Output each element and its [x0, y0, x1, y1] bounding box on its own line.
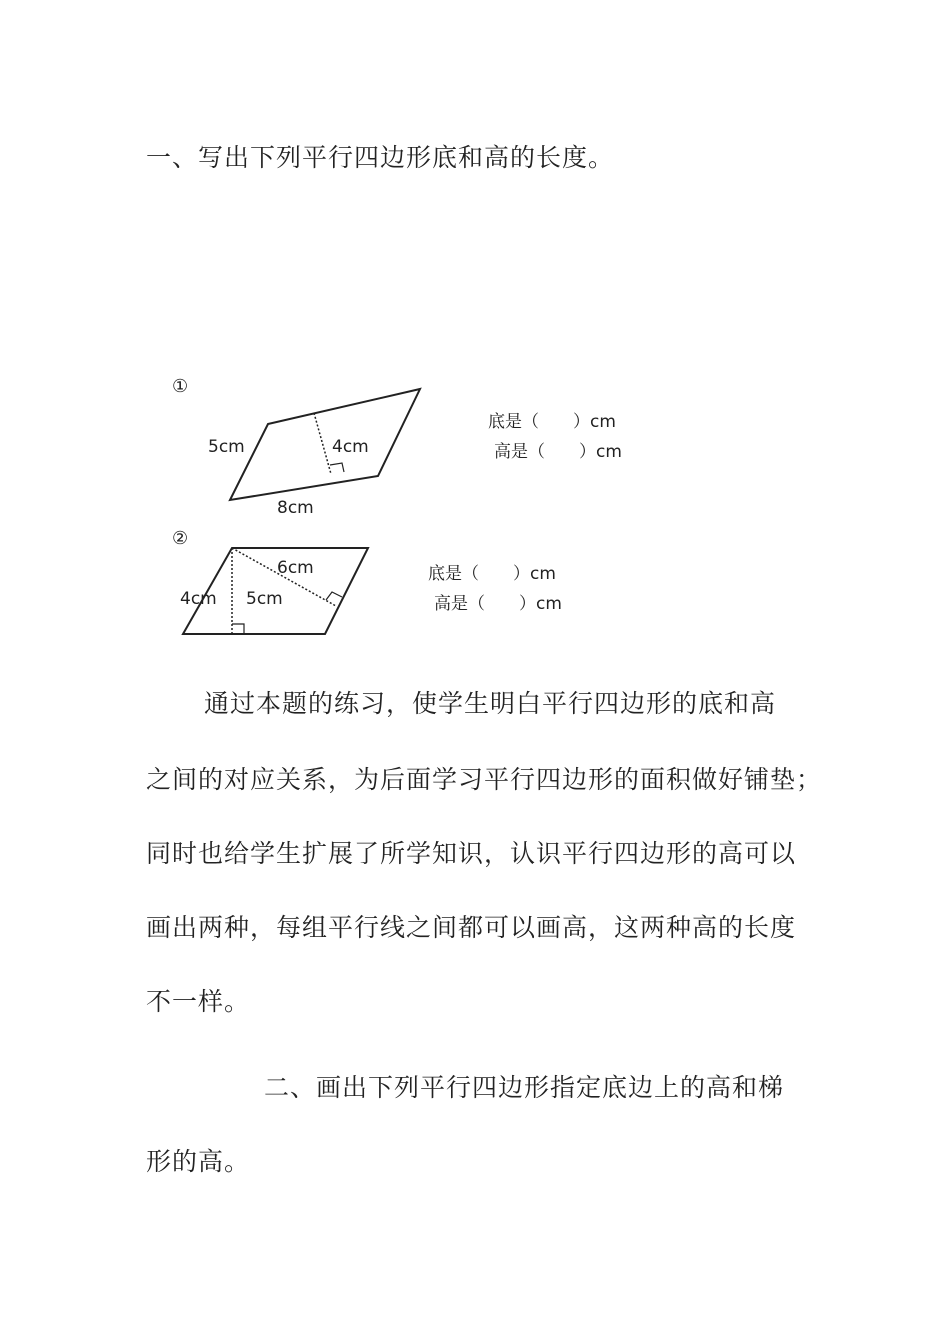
section-2-heading: 二、画出下列平行四边形指定底边上的高和梯	[264, 1073, 785, 1102]
section-2-heading-cont: 形的高。	[146, 1147, 251, 1176]
figure-1-side-label: 5cm	[208, 437, 245, 457]
explanation-line-2: 之间的对应关系，为后面学习平行四边形的面积做好铺垫；	[146, 765, 823, 794]
explanation-line-1: 通过本题的练习，使学生明白平行四边形的底和高	[204, 689, 777, 718]
figure-2-side-label: 4cm	[180, 589, 217, 609]
figure-2-base-prompt: 底是（ ）cm	[428, 564, 556, 584]
figure-2-diag-label: 6cm	[277, 558, 314, 578]
figure-2-number: ②	[172, 528, 189, 549]
explanation-line-5: 不一样。	[146, 987, 251, 1016]
section-1-heading: 一、写出下列平行四边形底和高的长度。	[146, 143, 615, 172]
figure-1-height-prompt: 高是（ ）cm	[494, 442, 622, 462]
figure-1-height-label: 4cm	[332, 437, 369, 457]
figure-1-number: ①	[172, 376, 189, 397]
figure-1-base-prompt: 底是（ ）cm	[488, 412, 616, 432]
figure-2-height-label: 5cm	[246, 589, 283, 609]
explanation-line-4: 画出两种，每组平行线之间都可以画高，这两种高的长度	[146, 913, 797, 942]
figure-2-height-prompt: 高是（ ）cm	[434, 594, 562, 614]
explanation-line-3: 同时也给学生扩展了所学知识，认识平行四边形的高可以	[146, 839, 797, 868]
figure-1-base-label: 8cm	[277, 498, 314, 518]
right-angle-mark-2a	[232, 624, 244, 634]
right-angle-mark-2b	[326, 592, 342, 600]
